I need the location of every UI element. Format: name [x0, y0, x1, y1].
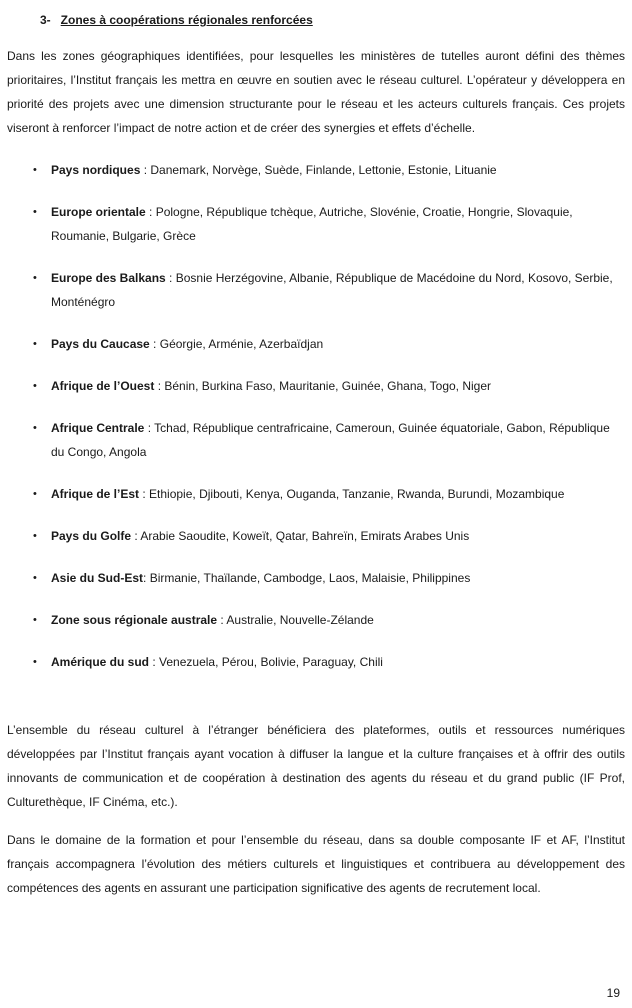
section-title: Zones à coopérations régionales renforcées — [60, 13, 313, 27]
bullet-icon: • — [33, 656, 37, 668]
bullet-icon: • — [33, 164, 37, 176]
section-number: 3- — [40, 13, 51, 27]
training-paragraph: Dans le domaine de la formation et pour l’ensemble du réseau, dans sa double composante IF et AF, l’Institut français accompagnera l’évolution des métiers culturels et linguistiques et contribuera au développement des compétences des agents en assurant une participation significative des agents de recrutement local. — [7, 833, 625, 895]
region-label: Zone sous régionale australe — [51, 613, 218, 627]
region-text — [51, 655, 383, 669]
region-list-item — [7, 566, 625, 590]
region-countries: Bénin, Burkina Faso, Mauritanie, Guinée, Ghana, Togo, Niger — [164, 379, 492, 393]
region-list-item — [7, 416, 625, 464]
region-text — [51, 379, 491, 393]
region-label: Afrique de l’Ouest — [51, 379, 155, 393]
bullet-icon: • — [33, 572, 37, 584]
region-list-item — [7, 332, 625, 356]
region-countries: Ethiopie, Djibouti, Kenya, Ouganda, Tanzanie, Rwanda, Burundi, Mozambique — [149, 487, 565, 501]
region-separator: : — [149, 655, 160, 669]
region-label: Amérique du sud — [51, 655, 150, 669]
bullet-icon: • — [33, 488, 37, 500]
bullet-icon: • — [33, 206, 37, 218]
region-text — [51, 163, 497, 177]
region-countries: Venezuela, Pérou, Bolivie, Paraguay, Chili — [159, 655, 383, 669]
region-countries: Arabie Saoudite, Koweït, Qatar, Bahreïn, Emirats Arabes Unis — [140, 529, 470, 543]
region-label: Europe orientale — [51, 205, 146, 219]
region-separator: : — [145, 205, 156, 219]
region-text — [51, 487, 564, 501]
region-list-item — [7, 266, 625, 314]
region-text — [51, 529, 469, 543]
region-list-item — [7, 482, 625, 506]
region-list-item — [7, 650, 625, 674]
region-separator: : — [139, 487, 150, 501]
region-list-item — [7, 374, 625, 398]
region-separator: : — [154, 379, 165, 393]
bullet-icon: • — [33, 272, 37, 284]
region-text — [51, 205, 573, 243]
region-label: Europe des Balkans — [51, 271, 166, 285]
region-separator: : — [217, 613, 227, 627]
section-heading — [40, 10, 625, 30]
region-separator: : — [143, 571, 150, 585]
region-text — [51, 271, 613, 309]
region-separator: : — [149, 337, 160, 351]
region-label: Pays du Caucase — [51, 337, 150, 351]
bullet-icon: • — [33, 530, 37, 542]
intro-paragraph: Dans les zones géographiques identifiées, pour lesquelles les ministères de tutelles auront défini des thèmes prioritaires, l’Institut français les mettra en œuvre en soutien avec le réseau culturel. L’opérateur y développera en priorité des projets avec une dimension structurante pour le réseau et les acteurs culturels français. Ces projets viseront à renforcer l’impact de notre action et de créer des synergies et effets d’échelle. — [7, 49, 625, 135]
regions-list — [7, 158, 625, 674]
region-countries: Australie, Nouvelle-Zélande — [226, 613, 374, 627]
region-text — [51, 571, 470, 585]
region-separator: : — [144, 421, 155, 435]
network-platforms-paragraph: L’ensemble du réseau culturel à l’étranger bénéficiera des plateformes, outils et ressources numériques développées par l’Institut français ayant vocation à diffuser la langue et la culture françaises et à offrir des outils innovants de communication et de coopération à destination des agents du réseau et du grand public (IF Prof, Culturethèque, IF Cinéma, etc.). — [7, 723, 625, 809]
region-countries: Bosnie Herzégovine, Albanie, République de Macédoine du Nord, Kosovo, Serbie, Monténégro — [51, 271, 613, 309]
region-list-item — [7, 608, 625, 632]
region-separator: : — [131, 529, 141, 543]
region-list-item — [7, 524, 625, 548]
region-label: Asie du Sud-Est — [51, 571, 144, 585]
bullet-icon: • — [33, 338, 37, 350]
region-separator: : — [165, 271, 176, 285]
page-number: 19 — [606, 986, 620, 1000]
bullet-icon: • — [33, 422, 37, 434]
region-text — [51, 421, 610, 459]
region-countries: Pologne, République tchèque, Autriche, Slovénie, Croatie, Hongrie, Slovaquie, Roumanie, Bulgarie, Grèce — [51, 205, 573, 243]
region-countries: Géorgie, Arménie, Azerbaïdjan — [159, 337, 324, 351]
region-text — [51, 613, 374, 627]
region-label: Afrique de l’Est — [51, 487, 140, 501]
region-label: Pays du Golfe — [51, 529, 132, 543]
region-list-item — [7, 158, 625, 182]
region-label: Afrique Centrale — [51, 421, 145, 435]
bullet-icon: • — [33, 614, 37, 626]
region-countries: Birmanie, Thaïlande, Cambodge, Laos, Malaisie, Philippines — [149, 571, 471, 585]
bullet-icon: • — [33, 380, 37, 392]
region-list-item — [7, 200, 625, 248]
region-countries: Danemark, Norvège, Suède, Finlande, Lettonie, Estonie, Lituanie — [150, 163, 497, 177]
region-separator: : — [140, 163, 151, 177]
region-countries: Tchad, République centrafricaine, Cameroun, Guinée équatoriale, Gabon, République du Congo, Angola — [51, 421, 610, 459]
region-text — [51, 337, 323, 351]
region-label: Pays nordiques — [51, 163, 141, 177]
